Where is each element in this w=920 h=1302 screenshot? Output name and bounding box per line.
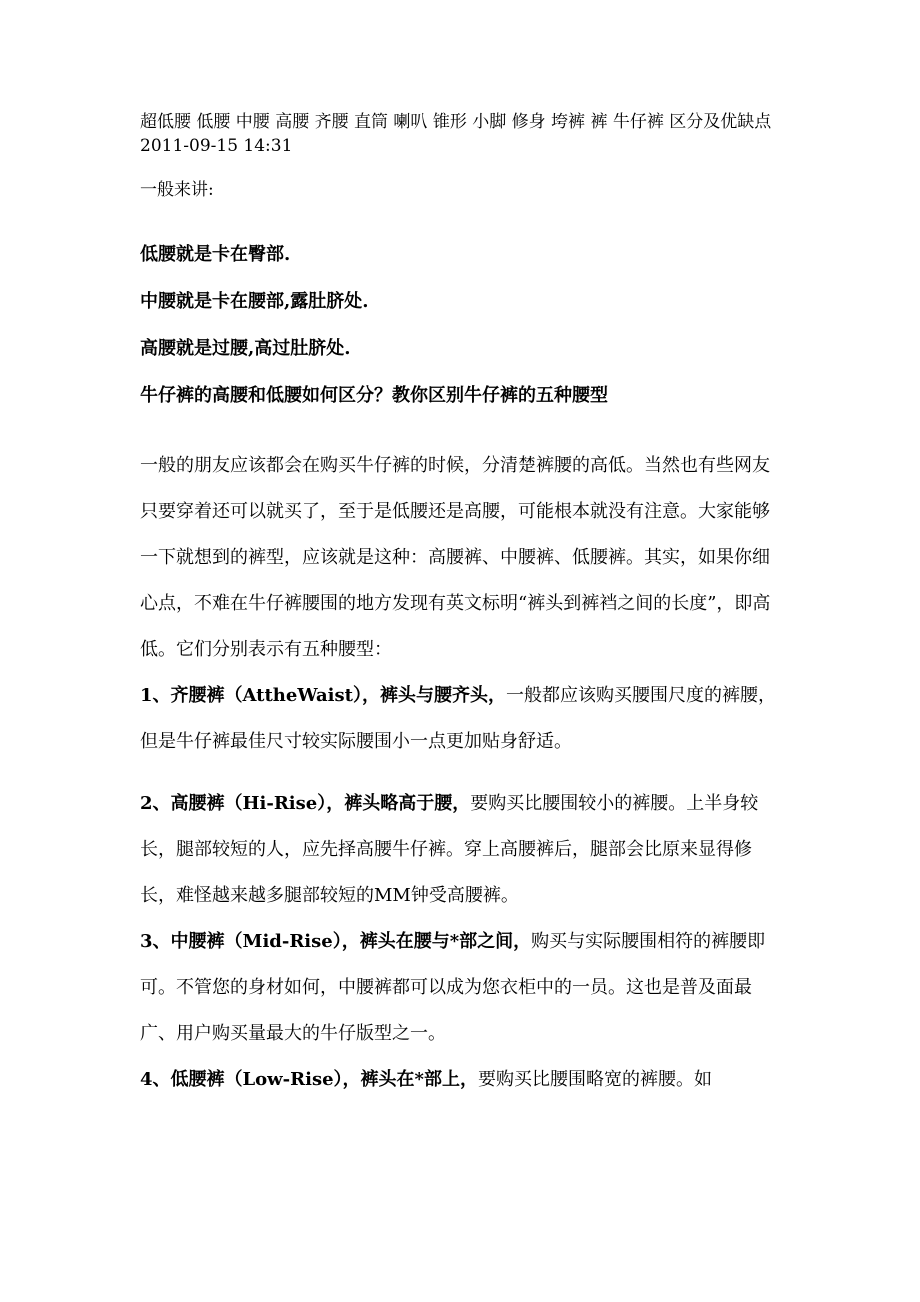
list-item-low-rise <box>140 1057 780 1103</box>
intro-text: 一般来讲: <box>140 180 214 200</box>
body-paragraph: 一般的朋友应该都会在购买牛仔裤的时候，分清楚裤腰的高低。当然也有些网友只要穿着还可以就买了，至于是低腰还是高腰，可能根本就没有注意。大家能够一下就想到的裤型，应该就是这种：高腰裤、中腰裤、低腰裤。其实，如果你细心点，不难在牛仔裤腰围的地方发现有英文标明“裤头到裤裆之间的长度”，即高低。它们分别表示有五种腰型： <box>140 455 771 660</box>
document-datetime: 2011-09-15 14:31 <box>140 136 293 156</box>
list-item-lead: 3、中腰裤（Mid-Rise），裤头在腰与*部之间， <box>140 931 532 952</box>
list-item-lead: 1、齐腰裤（AttheWaist），裤头与腰齐头， <box>140 685 506 706</box>
list-item-lead: 4、低腰裤（Low-Rise），裤头在*部上， <box>140 1069 478 1090</box>
list-item-text: 购买与实际腰围相符的裤腰即可。不管您的身材如何，中腰裤都可以成为您衣柜中的一员。这也是普及面最广、用户购买量最大的牛仔版型之一。 <box>140 931 766 1044</box>
list-item-lead: 2、高腰裤（Hi-Rise），裤头略高于腰， <box>140 793 471 814</box>
list-item-mid-rise <box>140 919 780 1057</box>
definition-high-rise: 高腰就是过腰,高过肚脐处. <box>140 338 351 359</box>
document-title: 超低腰 低腰 中腰 高腰 齐腰 直筒 喇叭 锥形 小脚 修身 垮裤 裤 牛仔裤 区分及优缺点 <box>140 112 772 132</box>
list-item-text: 要购买比腰围较小的裤腰。上半身较长，腿部较短的人，应先择高腰牛仔裤。穿上高腰裤后，腿部会比原来显得修长，难怪越来越多腿部较短的MM钟受高腰裤。 <box>140 793 759 906</box>
definition-low-rise: 低腰就是卡在臀部. <box>140 244 291 265</box>
document-page <box>140 110 780 1103</box>
list-item-hi-rise <box>140 781 780 919</box>
section-heading: 牛仔裤的高腰和低腰如何区分？教你区别牛仔裤的五种腰型 <box>140 385 608 406</box>
list-item-text: 一般都应该购买腰围尺度的裤腰，但是牛仔裤最佳尺寸较实际腰围小一点更加贴身舒适。 <box>140 685 776 752</box>
definition-mid-rise: 中腰就是卡在腰部,露肚脐处. <box>140 291 369 312</box>
list-item-at-waist <box>140 673 780 765</box>
list-item-text: 要购买比腰围略宽的裤腰。如 <box>477 1069 712 1090</box>
